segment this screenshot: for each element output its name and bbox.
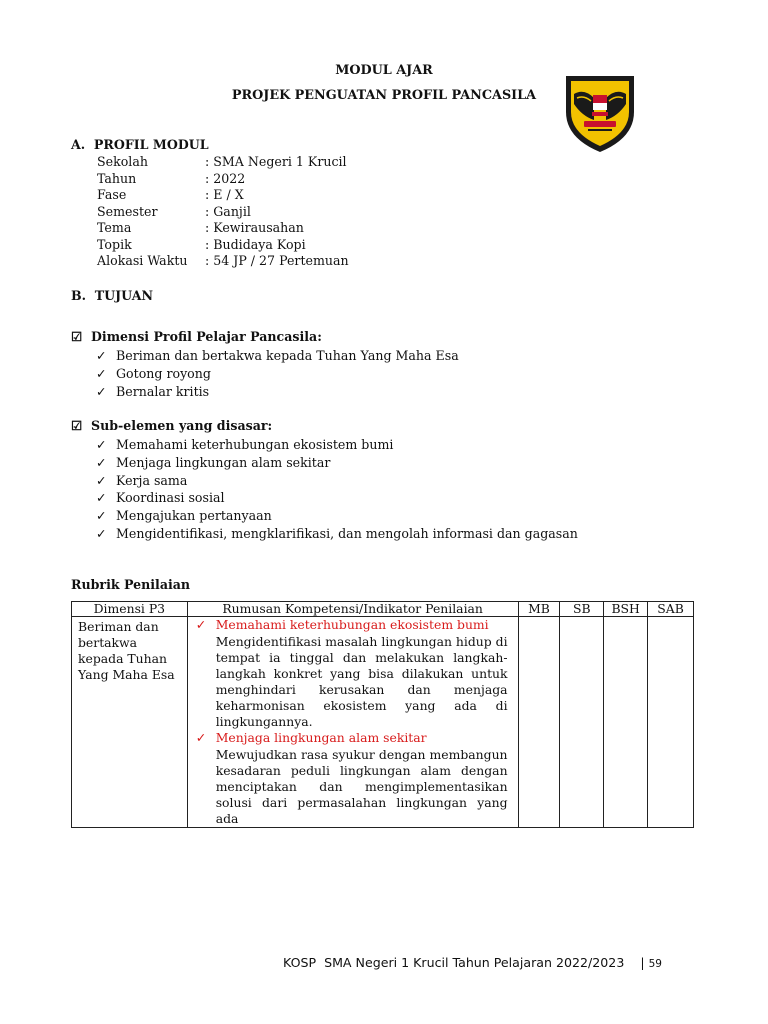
list-item-text: Gotong royong: [116, 365, 211, 381]
profile-row: [97, 204, 349, 221]
profile-label: Alokasi Waktu: [97, 253, 188, 268]
subelemen-heading-text: Sub-elemen yang disasar:: [91, 418, 273, 433]
subelemen-heading: [71, 418, 272, 433]
profile-value: : Budidaya Kopi: [205, 236, 306, 252]
list-item: [96, 525, 578, 543]
check-icon: ✓: [96, 472, 107, 488]
profile-value: : Ganjil: [205, 203, 251, 219]
profile-label: Tahun: [97, 170, 137, 186]
dimensi-heading: [71, 329, 322, 344]
profile-row: [97, 171, 349, 188]
profile-module-list: [97, 154, 349, 270]
indicator-description: Mengidentifikasi masalah lingkungan hidup di tempat ia tinggal dan melakukan langkah-langkah konkret yang bisa dilakukan untuk menghindari kerusakan dan menjaga keharmonisan ekosistem yang ada di lingkungannya.: [215, 634, 508, 729]
profile-label: Topik: [97, 236, 132, 252]
column-header: SB: [560, 602, 604, 617]
document-title: MODUL AJAR: [335, 63, 433, 78]
rubrik-heading: Rubrik Penilaian: [71, 577, 191, 592]
table-header-row: [72, 602, 694, 617]
profile-value: : 54 JP / 27 Pertemuan: [205, 253, 349, 268]
dimensi-cell: Beriman dan bertakwa kepada Tuhan Yang Maha Esa: [72, 617, 188, 828]
profile-label: Tema: [97, 220, 132, 235]
column-header: MB: [518, 602, 560, 617]
check-icon: ✓: [96, 525, 107, 541]
document-subtitle: PROJEK PENGUATAN PROFIL PANCASILA: [231, 88, 537, 103]
school-logo-emblem: [556, 68, 644, 156]
list-item: [96, 489, 578, 507]
section-b-heading: B. TUJUAN: [71, 288, 153, 303]
profile-row: [97, 154, 349, 171]
score-cell-sb: [560, 617, 604, 828]
check-icon: ✓: [96, 490, 107, 506]
column-header: SAB: [648, 602, 694, 617]
profile-row: [97, 237, 349, 254]
list-item-text: Mengajukan pertanyaan: [116, 508, 272, 524]
competency-cell: [187, 617, 518, 828]
list-item-text: Koordinasi sosial: [116, 490, 225, 506]
indicator-description: Mewujudkan rasa syukur dengan membangun kesadaran peduli lingkungan alam dengan menciptakan dan mengimplementasikan solusi dari permasalahan lingkungan yang ada: [215, 747, 508, 826]
indicator-item: [196, 730, 508, 747]
dimensi-heading-text: Dimensi Profil Pelajar Pancasila:: [91, 329, 322, 344]
check-icon: ✓: [195, 617, 207, 632]
profile-value: : SMA Negeri 1 Krucil: [205, 154, 347, 169]
score-cell-mb: [518, 617, 560, 828]
check-icon: ✓: [96, 383, 107, 399]
profile-row: [97, 187, 349, 204]
check-icon: ✓: [96, 348, 107, 363]
footer-text: KOSP SMA Negeri 1 Krucil Tahun Pelajaran 2022/2023: [283, 955, 625, 970]
profile-value: : Kewirausahan: [205, 220, 304, 235]
list-item-text: Mengidentifikasi, mengklarifikasi, dan mengolah informasi dan gagasan: [116, 525, 578, 541]
list-item-text: Menjaga lingkungan alam sekitar: [116, 454, 331, 470]
score-cell-sab: [648, 617, 694, 828]
list-item: [96, 365, 459, 383]
page-footer: [283, 955, 662, 970]
check-icon: ✓: [96, 454, 107, 470]
list-item-text: Bernalar kritis: [116, 383, 210, 399]
checkbox-checked-icon: ☑: [71, 329, 83, 344]
list-item: [96, 347, 459, 365]
rubric-table: [71, 601, 694, 828]
check-icon: ✓: [195, 730, 207, 745]
indicator-item: [196, 617, 508, 634]
subelemen-list: [96, 436, 578, 543]
table-row: [72, 617, 694, 828]
list-item: [96, 383, 459, 401]
profile-value: : 2022: [205, 170, 246, 186]
check-icon: ✓: [96, 508, 107, 524]
dimensi-list: [96, 347, 459, 400]
list-item-text: Memahami keterhubungan ekosistem bumi: [116, 437, 394, 452]
check-icon: ✓: [96, 437, 107, 452]
list-item: [96, 454, 578, 472]
profile-value: : E / X: [205, 187, 244, 202]
column-header: Dimensi P3: [72, 602, 188, 617]
column-header: Rumusan Kompetensi/Indikator Penilaian: [187, 602, 518, 617]
checkbox-checked-icon: ☑: [71, 418, 83, 433]
profile-label: Semester: [97, 203, 158, 219]
list-item: [96, 436, 578, 454]
list-item-text: Kerja sama: [116, 472, 188, 488]
list-item: [96, 472, 578, 490]
footer-separator: |: [640, 955, 645, 970]
score-cell-bsh: [604, 617, 648, 828]
profile-row: [97, 253, 349, 270]
list-item: [96, 507, 578, 525]
profile-row: [97, 220, 349, 237]
profile-label: Sekolah: [97, 154, 148, 169]
check-icon: ✓: [96, 365, 107, 381]
profile-label: Fase: [97, 187, 127, 202]
list-item-text: Beriman dan bertakwa kepada Tuhan Yang Maha Esa: [116, 348, 459, 363]
indicator-text: Memahami keterhubungan ekosistem bumi: [215, 617, 489, 632]
column-header: BSH: [604, 602, 648, 617]
indicator-text: Menjaga lingkungan alam sekitar: [215, 730, 427, 745]
section-a-heading: A. PROFIL MODUL: [71, 137, 209, 152]
page-number: 59: [648, 958, 662, 970]
